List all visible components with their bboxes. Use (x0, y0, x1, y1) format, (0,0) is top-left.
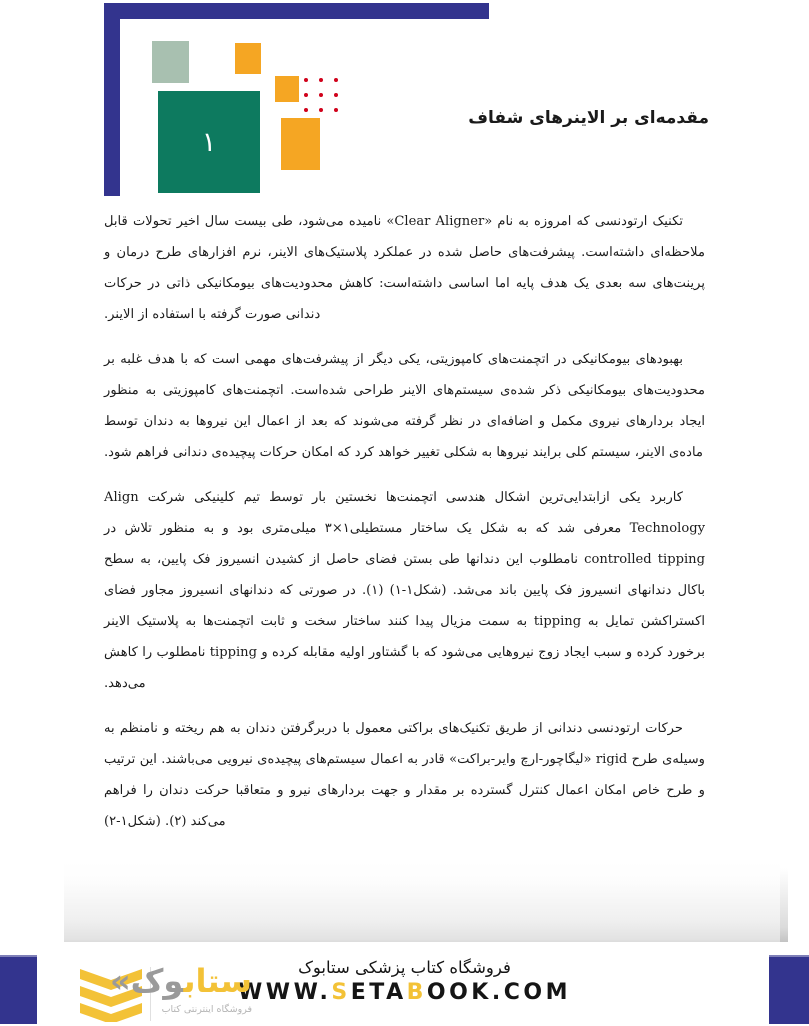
red-dot (319, 93, 323, 97)
brand-wordmark-gray: وک» (109, 962, 184, 1000)
chapter-header-decoration (0, 0, 809, 205)
body-paragraph: حرکات ارتودنسی دندانی از طریق تکنیک‌های براکتی معمول با دربرگرفتن دندان به هم ریخته و نامنظم به وسیله‌ی طرح rigid «لیگاچور-ارچ وایر-براکت» قادر به اعمال سیستم‌های پیچیده‌ی نیرویی می‌باشند. این ترتیب و طرح خاص امکان اعمال کنترل گسترده بر مقدار و جهت بردارهای نیرو و متعاقبا حرکت دندان را فراهم می‌کند (۲). (شکل۱-۲) (104, 721, 705, 829)
footer-store-title: فروشگاه کتاب پزشکی ستابوک (298, 958, 511, 977)
brand-wordmark (110, 964, 252, 999)
url-suffix-text: OOK.COM (426, 980, 571, 1005)
page-title: مقدمه‌ای بر الاینرهای شفاف (468, 108, 709, 128)
chapter-number-label: ۱ (201, 126, 217, 158)
red-dot (304, 93, 308, 97)
brand-wordmark-gold: ستاب (183, 962, 252, 1000)
orange-square-small-top (235, 43, 261, 74)
red-dot (334, 108, 338, 112)
red-dot (304, 78, 308, 82)
red-dot-grid-decoration (304, 78, 340, 112)
url-highlight-b: B (406, 980, 427, 1005)
navy-frame-top-bar (104, 3, 489, 19)
page-shadow-sheet (64, 862, 780, 942)
body-paragraph: بهبودهای بیومکانیکی در اتچمنت‌های کامپوزیتی، یکی دیگر از پیشرفت‌های مهمی است که با هدف غلبه بر محدودیت‌های بیومکانیکی ذکر شده‌ی سیستم‌های الاینر طراحی شده‌است. اتچمنت‌های کامپوزیتی به منظور ایجاد بردارهای نیروی مکمل و اضافه‌ای در نظر گرفته می‌شوند که بعد از اعمال این نیروها به دندان توسط ماده‌ی الاینر، سیستم کلی برایند نیروها به شکلی تغییر خواهد کرد که امکان حرکات پیچیده‌ی دندانی فراهم شود. (104, 352, 705, 460)
red-dot (319, 78, 323, 82)
red-dot (334, 93, 338, 97)
sage-square-decoration (152, 41, 189, 83)
red-dot (334, 78, 338, 82)
red-dot (304, 108, 308, 112)
body-paragraph: کاربرد یکی ازابتدایی‌ترین اشکال هندسی اتچمنت‌ها نخستین بار توسط تیم کلینیکی شرکت Align Technology معرفی شد که به شکل یک ساختار مستطیلی۱×۳ میلی‌متری بود و به منظور تلاش در controlled tipping نامطلوب این دندانها طی بستن فضای حاصل از کشیدن انسیروز فک پایین، به سطح باکال دندانهای انسیروز فک پایین باند می‌شد. (شکل۱-۱) (۱). در صورتی که دندانهای انسیروز مجاور فضای اکستراکشن تمایل به tipping به سمت مزیال پیدا کنند ساختار سخت و ثابت اتچمنت‌ها به پلاستیک الاینر برخورد کرده و سبب ایجاد زوج نیروهایی می‌شود که با گشتاور اولیه مقابله کرده و tipping نامطلوب را کاهش می‌دهد. (104, 490, 706, 691)
url-eta-text: ETA (350, 980, 407, 1005)
chapter-number-badge (158, 91, 260, 193)
red-dot (319, 108, 323, 112)
navy-frame-left-bar (104, 3, 120, 196)
page-footer (0, 942, 809, 1024)
orange-square-small-middle (275, 76, 299, 102)
footer-brand-logo[interactable] (66, 964, 326, 1026)
url-highlight-s: S (331, 980, 351, 1005)
body-paragraph: تکنیک ارتودنسی که امروزه به نام «Clear Aligner» نامیده می‌شود، طی بیست سال اخیر تحولات قابل ملاحظه‌ای داشته‌است. پیشرفت‌های حاصل شده در عملکرد پلاستیک‌های الاینر، نرم افزارهای طرح درمان و پرینت‌های سه بعدی یک هدف پایه اما اساسی داشته‌است: کاهش محدودیت‌های بیومکانیکی ذاتی در حرکات دندانی صورت گرفته با استفاده از الاینر. (104, 214, 705, 322)
orange-square-large-bottom (281, 118, 320, 170)
brand-subtitle: فروشگاه اینترنتی کتاب (161, 1004, 252, 1015)
url-prefix-text: WWW. (238, 980, 332, 1005)
chapter-body (104, 206, 705, 851)
